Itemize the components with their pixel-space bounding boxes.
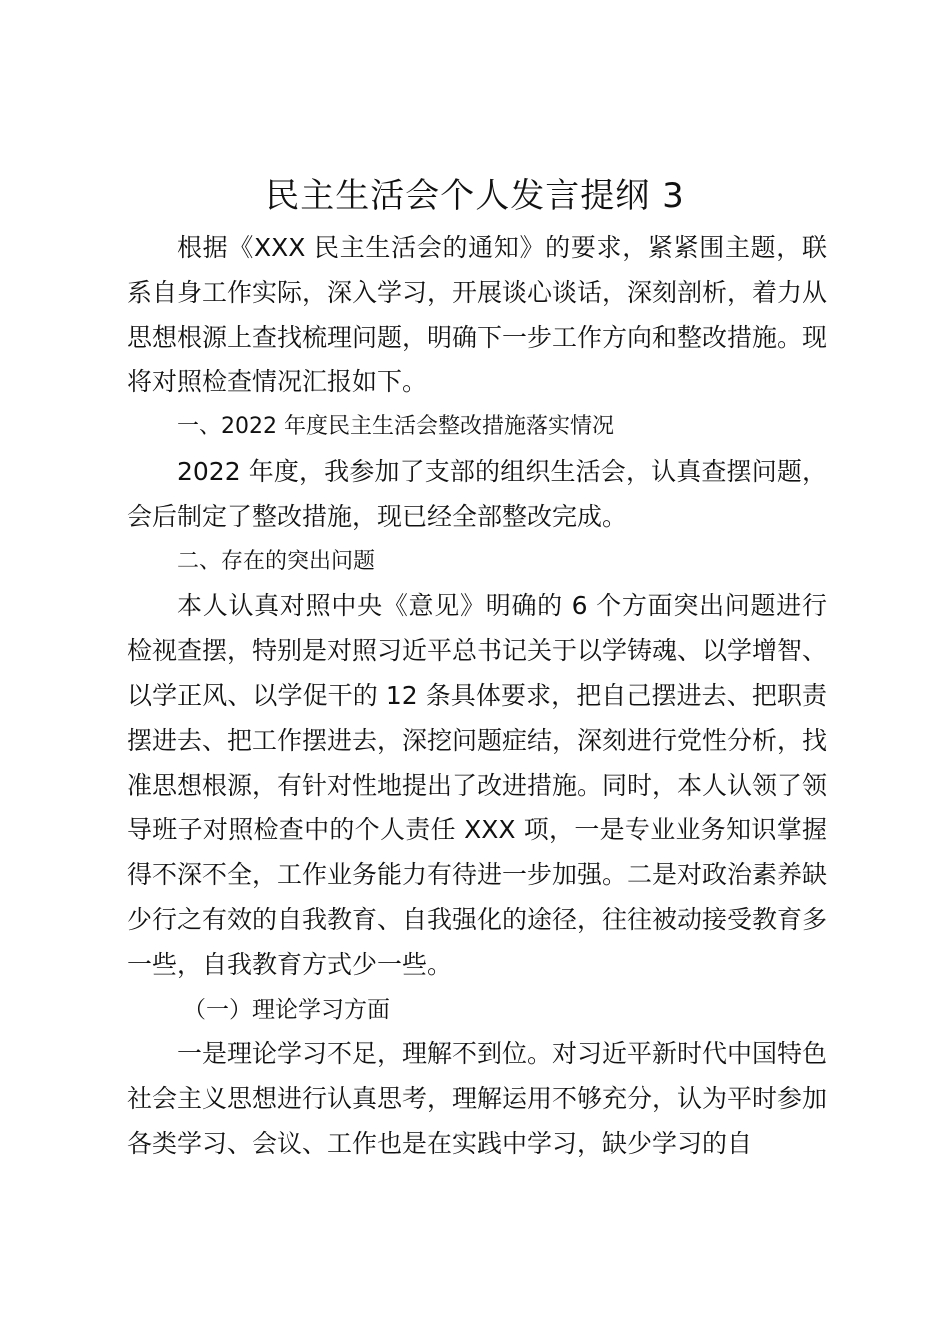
document-title: 民主生活会个人发言提纲 3	[265, 176, 685, 216]
section-2-paragraph: 本人认真对照中央《意见》明确的 6 个方面突出问题进行检视查摆，特别是对照习近平总书记关于以学铸魂、以学增智、以学正风、以学促干的 12 条具体要求，把自己摆进去、把职责摆进去、把工作摆进去，深挖问题症结，深刻进行党性分析，找准思想根源，有针对性地提出了改进措施。同时，本人认领了领导班子对照检查中的个人责任 XXX 项，一是专业业务知识掌握得不深不全，工作业务能力有待进一步加强。二是对政治素养缺少行之有效的自我教育、自我强化的途径，往往被动接受教育多一些，自我教育方式少一些。	[127, 591, 828, 979]
document-body	[127, 226, 827, 1167]
subsection-1-paragraph: 一是理论学习不足，理解不到位。对习近平新时代中国特色社会主义思想进行认真思考，理解运用不够充分，认为平时参加各类学习、会议、工作也是在实践中学习，缺少学习的自	[127, 1039, 828, 1158]
subsection-heading-1: （一）理论学习方面	[183, 996, 390, 1023]
section-heading-1: 一、2022 年度民主生活会整改措施落实情况	[177, 414, 614, 440]
intro-paragraph: 根据《XXX 民主生活会的通知》的要求，紧紧围主题，联系自身工作实际，深入学习，开展谈心谈话，深刻剖析，着力从思想根源上查找梳理问题，明确下一步工作方向和整改措施。现将对照检查情况汇报如下。	[127, 233, 828, 397]
section-heading-2: 二、存在的突出问题	[177, 548, 376, 574]
section-1-paragraph: 2022 年度，我参加了支部的组织生活会，认真查摆问题，会后制定了整改措施，现已经全部整改完成。	[127, 456, 827, 531]
